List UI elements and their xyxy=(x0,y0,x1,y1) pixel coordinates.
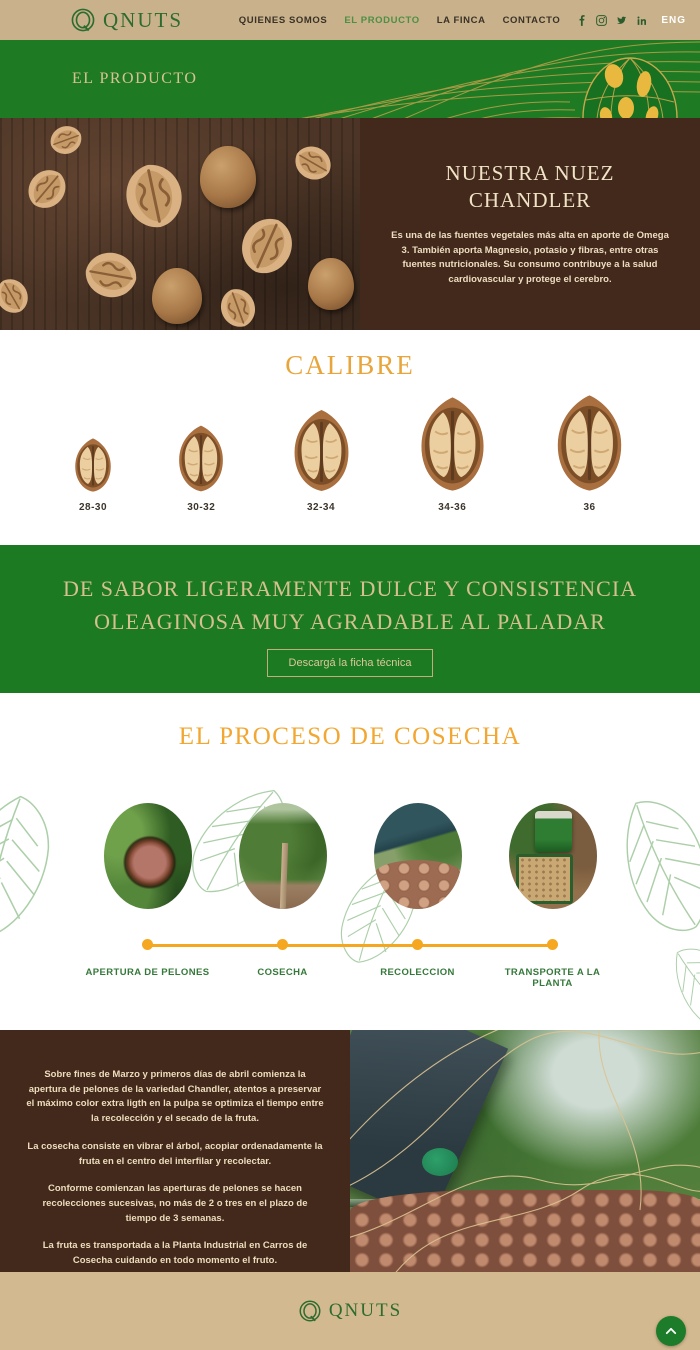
step-apertura-label: APERTURA DE PELONES xyxy=(85,967,210,978)
timeline-dot xyxy=(412,939,423,950)
calibre-section xyxy=(0,330,700,545)
walnut-kernel-shape xyxy=(210,280,266,330)
size-item xyxy=(549,393,630,513)
flavor-quote-section xyxy=(0,545,700,693)
nav-contacto[interactable]: CONTACTO xyxy=(502,14,561,26)
main-nav xyxy=(239,15,561,26)
walnut-kernel-shape xyxy=(225,204,309,288)
brand-name: QNUTS xyxy=(328,1300,403,1321)
hero-text-panel xyxy=(360,118,700,330)
walnut-lines-graphic xyxy=(270,40,700,118)
twitter-icon[interactable] xyxy=(616,15,627,26)
walnut-shape xyxy=(152,268,202,324)
harvest-process-section xyxy=(0,693,700,1030)
quote-line-2: OLEAGINOSA MUY AGRADABLE AL PALADAR xyxy=(94,609,606,634)
harvest-paragraph: La cosecha consiste en vibrar el árbol, acopiar ordenadamente la fruta en el centro del interfilar y recolectar. xyxy=(27,1140,323,1167)
walnut-shape xyxy=(308,258,354,310)
qnuts-monogram-icon xyxy=(70,7,96,33)
walnut-kernel-shape xyxy=(0,269,39,324)
walnut-kernel-shape xyxy=(15,157,80,222)
step-transporte-label: TRANSPORTE A LA PLANTA xyxy=(504,967,601,989)
process-title: EL PROCESO DE COSECHA xyxy=(178,723,522,750)
walnut-kernel-shape xyxy=(43,118,89,163)
step-cosecha-label: COSECHA xyxy=(257,967,308,978)
qnuts-monogram-icon xyxy=(298,1299,322,1323)
scroll-to-top-button[interactable] xyxy=(656,1316,686,1346)
size-label: 34-36 xyxy=(438,502,467,513)
walnut-shape xyxy=(200,146,256,208)
harvest-paragraph: La fruta es transportada a la Planta Industrial en Carros de Cosecha cuidando en todo momento el fruto. xyxy=(42,1240,308,1267)
site-footer xyxy=(0,1272,700,1350)
size-item xyxy=(173,424,229,513)
recoleccion-image xyxy=(374,803,462,909)
walnuts-photo xyxy=(0,118,360,330)
language-toggle[interactable]: ENG xyxy=(661,14,686,26)
cosecha-image xyxy=(239,803,327,909)
transporte-image xyxy=(509,803,597,909)
timeline-dot xyxy=(547,939,558,950)
timeline-dot xyxy=(277,939,288,950)
linkedin-icon[interactable] xyxy=(636,15,647,26)
walnut-kernel-shape xyxy=(284,134,341,191)
calibre-sizes-row xyxy=(70,395,630,513)
harvest-paragraph: Sobre fines de Marzo y primeros días de abril comienza la apertura de pelones de la variedad Chandler, atentos a preservar el máximo color extra ligth en la pulpa se optimiza el tiempo entre la recolección y el secado de la fruta. xyxy=(26,1069,324,1125)
quote-line-1: DE SABOR LIGERAMENTE DULCE Y CONSISTENCIA xyxy=(62,576,638,601)
hero-section xyxy=(0,118,700,330)
walnut-kernel-shape xyxy=(77,241,144,308)
walnut-size-icon xyxy=(287,408,356,493)
size-label: 32-34 xyxy=(306,502,336,513)
brand-name: QNUTS xyxy=(103,7,184,32)
harvest-photo xyxy=(350,1030,700,1272)
size-item xyxy=(70,437,116,513)
facebook-icon[interactable] xyxy=(576,15,587,26)
timeline-line xyxy=(145,944,557,947)
size-label: 28-30 xyxy=(78,502,108,513)
process-images-row xyxy=(80,803,620,909)
size-label: 36 xyxy=(583,502,596,513)
timeline-dot xyxy=(142,939,153,950)
walnut-size-icon xyxy=(549,393,630,493)
download-datasheet-button[interactable]: Descargá la ficha técnica xyxy=(267,649,434,677)
footer-logo[interactable] xyxy=(298,1299,402,1323)
instagram-icon[interactable] xyxy=(596,15,607,26)
harvest-detail-section xyxy=(0,1030,700,1272)
hero-title: NUESTRA NUEZ CHANDLER xyxy=(445,161,615,212)
site-header xyxy=(0,0,700,40)
size-label: 30-32 xyxy=(187,502,216,513)
size-item xyxy=(413,395,492,513)
social-links xyxy=(576,15,647,26)
step-recoleccion-label: RECOLECCION xyxy=(380,967,455,978)
leaf-decoration-icon xyxy=(0,772,77,962)
chevron-up-icon xyxy=(664,1324,678,1338)
nav-el-producto[interactable]: EL PRODUCTO xyxy=(344,14,420,26)
calibre-title: CALIBRE xyxy=(285,350,415,380)
process-timeline xyxy=(80,939,620,951)
harvest-text-panel xyxy=(0,1030,350,1272)
header-logo[interactable] xyxy=(70,7,183,33)
walnut-size-icon xyxy=(173,424,229,493)
hero-description: Es una de las fuentes vegetales más alta en aporte de Omega 3. También aporta Magnesio, potasio y fibras, entre otras fuentes nutricionales. Su consumo contribuye a la salud cardiovascular y protege el cerebro. xyxy=(391,229,669,285)
walnut-size-icon xyxy=(413,395,492,493)
walnut-size-icon xyxy=(70,437,116,493)
nav-quienes-somos[interactable]: QUIENES SOMOS xyxy=(238,14,328,26)
process-step-labels xyxy=(80,967,620,989)
nav-la-finca[interactable]: LA FINCA xyxy=(436,14,486,26)
harvest-paragraph: Conforme comienzan las aperturas de pelones se hacen recolecciones sucesivas, no más de 2 o tres en el plazo de tiempo de 3 semanas. xyxy=(42,1183,308,1224)
apertura-pelones-image xyxy=(104,803,192,909)
page-banner xyxy=(0,40,700,118)
page-title: EL PRODUCTO xyxy=(72,70,198,87)
gold-swirl-lines-graphic xyxy=(350,1030,700,1272)
size-item xyxy=(287,408,356,513)
walnut-kernel-shape xyxy=(111,153,196,238)
